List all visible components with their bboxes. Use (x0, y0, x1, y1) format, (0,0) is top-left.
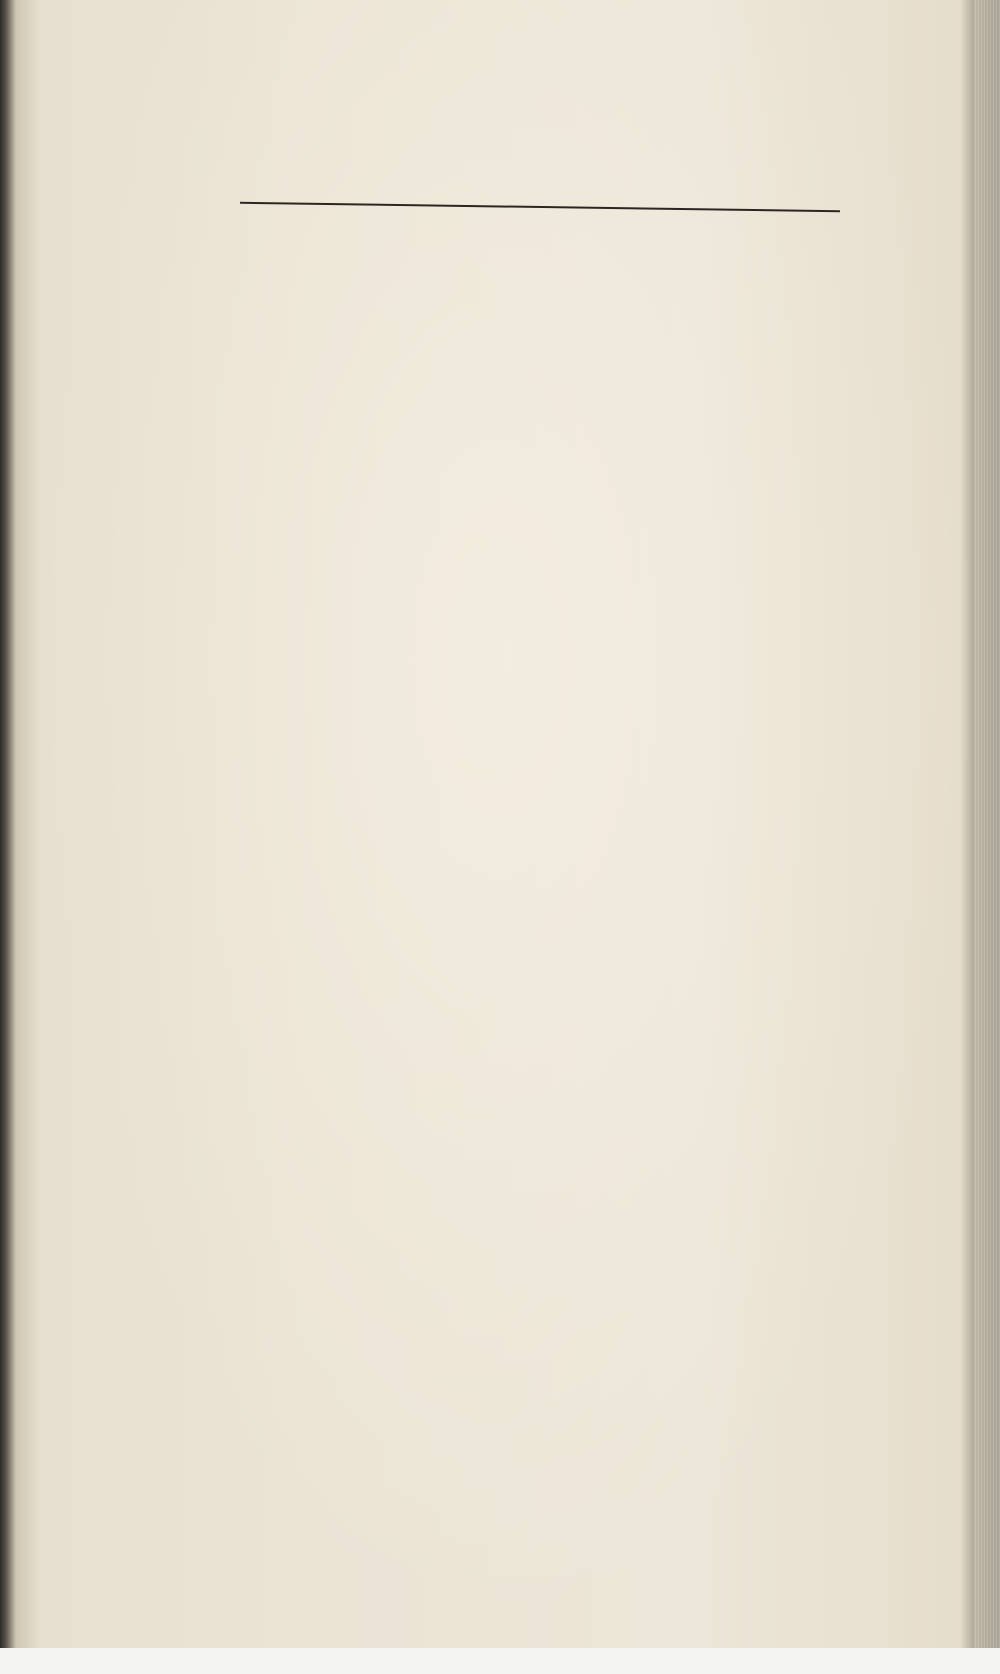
page-edges (974, 0, 1000, 1648)
book-page (16, 0, 986, 1648)
digitization-footer (0, 1648, 1000, 1674)
page-header (240, 168, 860, 208)
